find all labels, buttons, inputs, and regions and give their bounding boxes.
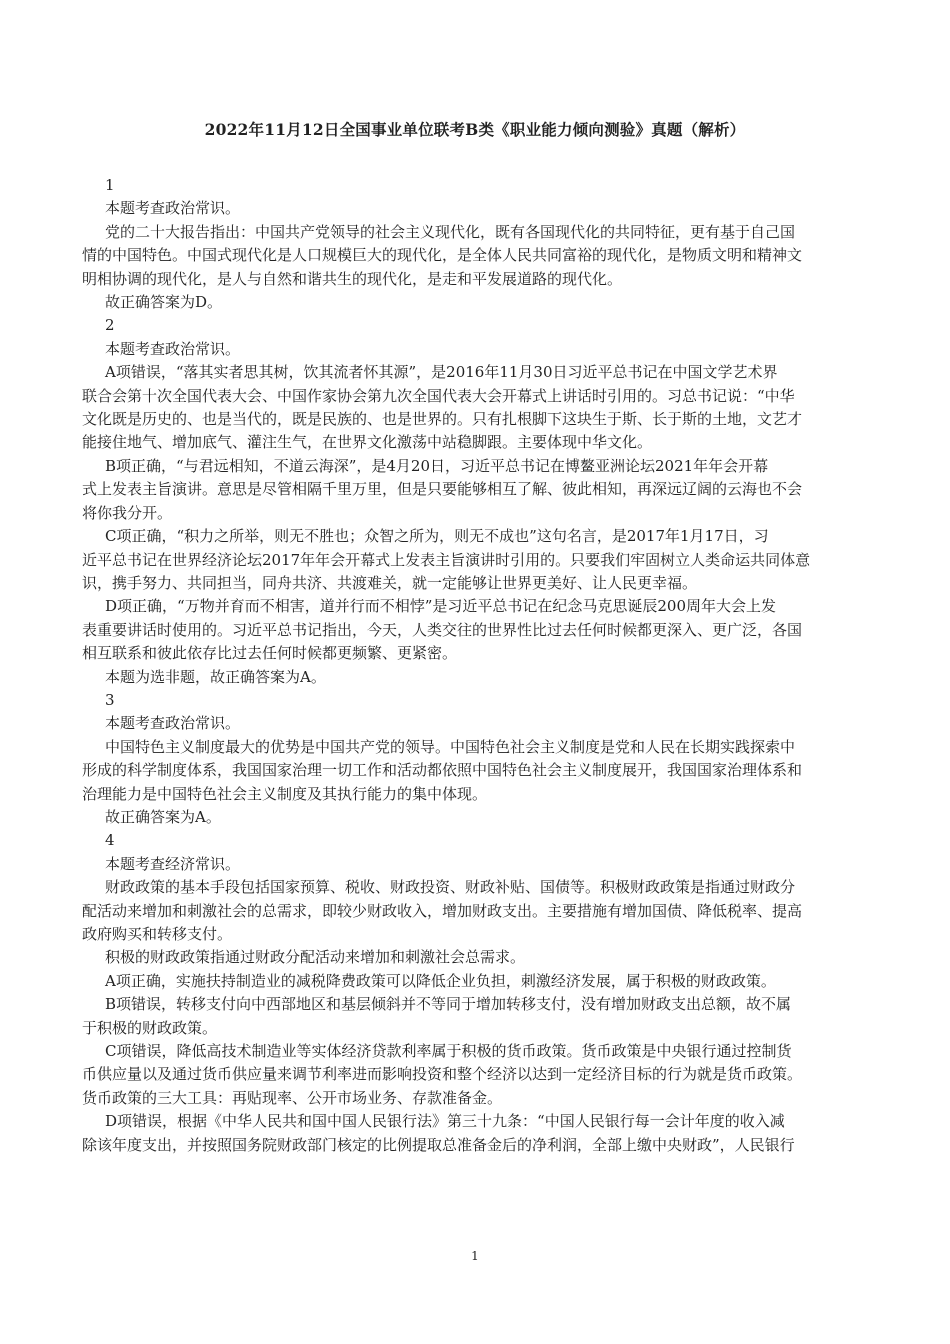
paragraph-line: 故正确答案为D。 xyxy=(105,293,223,312)
paragraph-line: 相互联系和彼此依存比过去任何时候都更频繁、更紧密。 xyxy=(82,644,458,663)
question-number: 1 xyxy=(105,176,115,194)
paragraph-line: 明相协调的现代化，是人与自然和谐共生的现代化，是走和平发展道路的现代化。 xyxy=(82,269,623,288)
answer-analysis-body xyxy=(82,174,879,1157)
paragraph-line: 情的中国特色。中国式现代化是人口规模巨大的现代化，是全体人民共同富裕的现代化，是物质文明和精神文 xyxy=(82,246,803,265)
paragraph-line: B项错误，转移支付向中西部地区和基层倾斜并不等同于增加转移支付，没有增加财政支出总额，故不属 xyxy=(105,995,792,1014)
paragraph-line: 联合会第十次全国代表大会、中国作家协会第九次全国代表大会开幕式上讲话时引用的。习总书记说：“中华 xyxy=(82,386,795,405)
paragraph-line: 货币政策的三大工具：再贴现率、公开市场业务、存款准备金。 xyxy=(82,1088,503,1107)
paragraph-line: 本题考查政治常识。 xyxy=(105,339,241,358)
question-number: 2 xyxy=(105,316,115,335)
paragraph-line: 配活动来增加和刺激社会的总需求，即较少财政收入，增加财政支出。主要措施有增加国债、降低税率、提高 xyxy=(82,901,803,920)
paragraph-line: 本题考查政治常识。 xyxy=(105,714,241,733)
paragraph-line: 能接住地气、增加底气、灌注生气，在世界文化激荡中站稳脚跟。主要体现中华文化。 xyxy=(82,433,653,452)
paragraph-line: 文化既是历史的、也是当代的，既是民族的、也是世界的。只有扎根脚下这块生于斯、长于斯的土地，文艺才 xyxy=(82,410,803,429)
paragraph-line: A项正确，实施扶持制造业的减税降费政策可以降低企业负担，刺激经济发展，属于积极的财政政策。 xyxy=(105,971,776,990)
question-number: 3 xyxy=(105,690,115,709)
paragraph-line: 治理能力是中国特色社会主义制度及其执行能力的集中体现。 xyxy=(82,784,488,803)
paragraph-line: D项正确，“万物并育而不相害，道并行而不相悖”是习近平总书记在纪念马克思诞辰200周年大会上发 xyxy=(105,597,776,616)
page-title: 2022年11月12日全国事业单位联考B类《职业能力倾向测验》真题（解析） xyxy=(204,120,746,139)
paragraph-line: 本题为选非题，故正确答案为A。 xyxy=(105,667,326,686)
paragraph-line: 政府购买和转移支付。 xyxy=(82,925,233,943)
paragraph-line: C项正确，“积力之所举，则无不胜也；众智之所为，则无不成也”这句名言，是2017年1月17日，习 xyxy=(105,527,769,546)
paragraph-line: 故正确答案为A。 xyxy=(105,807,221,826)
question-number: 4 xyxy=(105,831,115,850)
paragraph-line: B项正确，“与君远相知，不道云海深”，是4月20日，习近平总书记在博鳌亚洲论坛2021年年会开幕 xyxy=(105,456,769,475)
paragraph-line: 式上发表主旨演讲。意思是尽管相隔千里万里，但是只要能够相互了解、彼此相知，再深远辽阔的云海也不会 xyxy=(82,480,803,499)
paragraph-line: 除该年度支出，并按照国务院财政部门核定的比例提取总准备金后的净利润，全部上缴中央财政”，人民银行 xyxy=(82,1135,795,1154)
paragraph-line: 表重要讲话时使用的。习近平总书记指出，今天，人类交往的世界性比过去任何时候都更深入、更广泛，各国 xyxy=(82,620,803,639)
paragraph-line: D项错误，根据《中华人民共和国中国人民银行法》第三十九条：“中国人民银行每一会计年度的收入减 xyxy=(105,1112,785,1131)
paragraph-line: 积极的财政政策指通过财政分配活动来增加和刺激社会总需求。 xyxy=(105,948,526,967)
paragraph-line: 币供应量以及通过货币供应量来调节利率进而影响投资和整个经济以达到一定经济目标的行为就是货币政策。 xyxy=(82,1065,803,1084)
paragraph-line: 党的二十大报告指出：中国共产党领导的社会主义现代化，既有各国现代化的共同特征，更有基于自己国 xyxy=(105,222,796,241)
paragraph-line: 将你我分开。 xyxy=(82,503,173,522)
paragraph-line: A项错误，“落其实者思其树，饮其流者怀其源”，是2016年11月30日习近平总书记在中国文学艺术界 xyxy=(105,363,778,382)
paragraph-line: 识，携手努力、共同担当，同舟共济、共渡难关，就一定能够让世界更美好、让人民更幸福。 xyxy=(82,573,698,592)
page-number: 1 xyxy=(471,1249,479,1263)
paragraph-line: 财政政策的基本手段包括国家预算、税收、财政投资、财政补贴、国债等。积极财政政策是指通过财政分 xyxy=(105,878,796,897)
paragraph-line: 中国特色主义制度最大的优势是中国共产党的领导。中国特色社会主义制度是党和人民在长期实践探索中 xyxy=(105,737,796,756)
paragraph-line: 于积极的财政政策。 xyxy=(82,1018,218,1037)
paragraph-line: 本题考查政治常识。 xyxy=(105,199,241,218)
paragraph-line: 形成的科学制度体系，我国国家治理一切工作和活动都依照中国特色社会主义制度展开，我国国家治理体系和 xyxy=(82,761,803,780)
paragraph-line: 近平总书记在世界经济论坛2017年年会开幕式上发表主旨演讲时引用的。只要我们牢固树立人类命运共同体意 xyxy=(82,550,811,569)
paragraph-line: 本题考查经济常识。 xyxy=(105,854,241,873)
paragraph-line: C项错误，降低高技术制造业等实体经济贷款利率属于积极的货币政策。货币政策是中央银行通过控制货 xyxy=(105,1042,792,1061)
